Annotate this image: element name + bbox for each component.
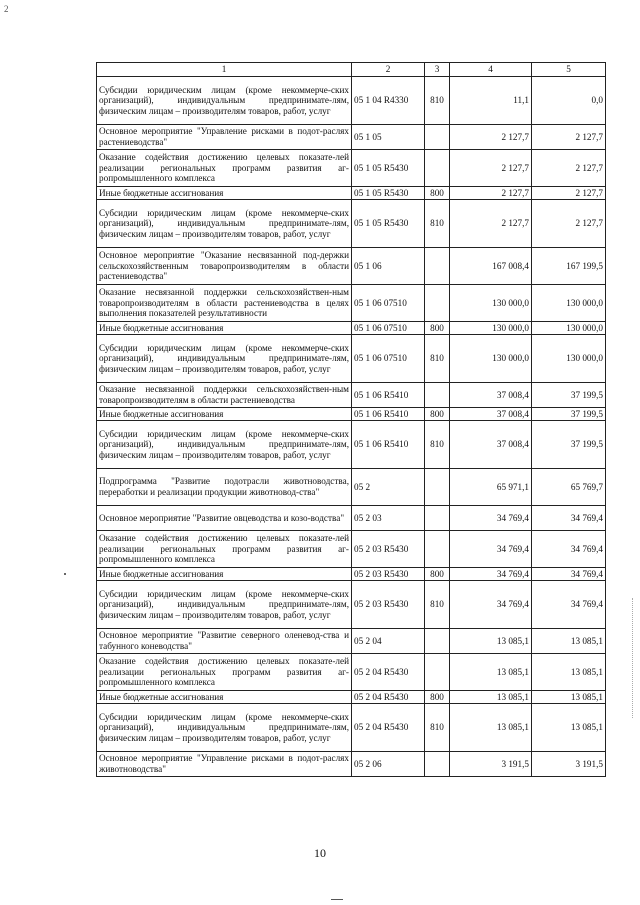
row-amount-col5-cell: 13 085,1 xyxy=(532,629,606,654)
row-code-cell: 05 2 04 R5430 xyxy=(352,654,425,691)
table-row xyxy=(97,150,606,187)
row-amount-col4-cell: 34 769,4 xyxy=(450,531,532,568)
row-code-cell: 05 2 03 R5430 xyxy=(352,568,425,581)
table-row xyxy=(97,125,606,150)
table-row xyxy=(97,383,606,408)
row-amount-col5-cell: 34 769,4 xyxy=(532,581,606,629)
row-amount-col4-cell: 65 971,1 xyxy=(450,469,532,506)
row-amount-col5-cell: 0,0 xyxy=(532,77,606,125)
row-amount-col5-cell: 37 199,5 xyxy=(532,383,606,408)
row-code-cell: 05 1 06 R5410 xyxy=(352,408,425,421)
row-code-cell: 05 2 03 xyxy=(352,506,425,531)
row-amount-col5-cell: 37 199,5 xyxy=(532,408,606,421)
row-amount-col4-cell: 167 008,4 xyxy=(450,248,532,285)
row-expense-type-cell xyxy=(425,469,450,506)
table-row xyxy=(97,752,606,777)
row-expense-type-cell xyxy=(425,506,450,531)
row-name-cell: Иные бюджетные ассигнования xyxy=(97,691,352,704)
row-expense-type-cell xyxy=(425,383,450,408)
row-code-cell: 05 2 xyxy=(352,469,425,506)
table-row xyxy=(97,581,606,629)
row-code-cell: 05 1 05 xyxy=(352,125,425,150)
row-amount-col5-cell: 2 127,7 xyxy=(532,125,606,150)
row-amount-col4-cell: 34 769,4 xyxy=(450,581,532,629)
row-code-cell: 05 1 06 07510 xyxy=(352,322,425,335)
header-col-5: 5 xyxy=(532,63,606,77)
row-amount-col4-cell: 3 191,5 xyxy=(450,752,532,777)
row-code-cell: 05 1 06 R5410 xyxy=(352,383,425,408)
row-amount-col4-cell: 2 127,7 xyxy=(450,187,532,200)
row-code-cell: 05 1 06 07510 xyxy=(352,285,425,322)
row-amount-col5-cell: 2 127,7 xyxy=(532,200,606,248)
budget-table-container xyxy=(96,62,605,777)
row-amount-col5-cell: 34 769,4 xyxy=(532,531,606,568)
row-name-cell: Субсидии юридическим лицам (кроме некоммерче-ских организаций), индивидуальным предпринимате-лям, физическим лицам – производителям товаров, работ, услуг xyxy=(97,704,352,752)
row-amount-col5-cell: 65 769,7 xyxy=(532,469,606,506)
row-amount-col4-cell: 34 769,4 xyxy=(450,568,532,581)
row-expense-type-cell: 800 xyxy=(425,322,450,335)
row-expense-type-cell xyxy=(425,125,450,150)
row-code-cell: 05 2 04 R5430 xyxy=(352,704,425,752)
budget-table xyxy=(96,62,606,777)
table-row xyxy=(97,531,606,568)
table-row xyxy=(97,77,606,125)
table-row xyxy=(97,285,606,322)
row-amount-col5-cell: 130 000,0 xyxy=(532,335,606,383)
row-expense-type-cell: 800 xyxy=(425,691,450,704)
row-name-cell: Оказание содействия достижению целевых показате-лей реализации региональных программ развития аг-ропромышленного комплекса xyxy=(97,150,352,187)
table-row xyxy=(97,322,606,335)
row-code-cell: 05 1 05 R5430 xyxy=(352,150,425,187)
row-expense-type-cell: 810 xyxy=(425,421,450,469)
row-name-cell: Основное мероприятие "Управление рисками в подот-раслях животноводства" xyxy=(97,752,352,777)
row-name-cell: Субсидии юридическим лицам (кроме некоммерче-ских организаций), индивидуальным предпринимате-лям, физическим лицам – производителям товаров, работ, услуг xyxy=(97,581,352,629)
row-expense-type-cell: 800 xyxy=(425,408,450,421)
row-amount-col4-cell: 34 769,4 xyxy=(450,506,532,531)
row-code-cell: 05 2 04 R5430 xyxy=(352,691,425,704)
table-body xyxy=(97,77,606,777)
row-amount-col4-cell: 130 000,0 xyxy=(450,335,532,383)
row-amount-col5-cell: 37 199,5 xyxy=(532,421,606,469)
row-expense-type-cell: 800 xyxy=(425,187,450,200)
row-expense-type-cell: 810 xyxy=(425,335,450,383)
table-row xyxy=(97,187,606,200)
row-amount-col5-cell: 130 000,0 xyxy=(532,322,606,335)
row-amount-col5-cell: 167 199,5 xyxy=(532,248,606,285)
row-name-cell: Субсидии юридическим лицам (кроме некоммерче-ских организаций), индивидуальным предпринимате-лям, физическим лицам – производителям товаров, работ, услуг xyxy=(97,421,352,469)
table-row xyxy=(97,469,606,506)
row-name-cell: Основное мероприятие "Развитие северного оленевод-ства и табунного коневодства" xyxy=(97,629,352,654)
row-name-cell: Оказание несвязанной поддержки сельскохозяйствен-ным товаропроизводителям в области растениеводства xyxy=(97,383,352,408)
row-code-cell: 05 2 03 R5430 xyxy=(352,531,425,568)
table-row xyxy=(97,248,606,285)
table-row xyxy=(97,421,606,469)
row-name-cell: Иные бюджетные ассигнования xyxy=(97,568,352,581)
table-row xyxy=(97,200,606,248)
table-row xyxy=(97,568,606,581)
page-corner-mark: 2 xyxy=(4,4,9,14)
row-amount-col4-cell: 13 085,1 xyxy=(450,691,532,704)
table-header-row xyxy=(97,63,606,77)
row-name-cell: Субсидии юридическим лицам (кроме некоммерче-ских организаций), индивидуальным предпринимате-лям, физическим лицам – производителям товаров, работ, услуг xyxy=(97,77,352,125)
row-amount-col5-cell: 130 000,0 xyxy=(532,285,606,322)
row-expense-type-cell xyxy=(425,752,450,777)
row-amount-col5-cell: 34 769,4 xyxy=(532,506,606,531)
row-amount-col4-cell: 37 008,4 xyxy=(450,421,532,469)
bottom-dash xyxy=(331,899,343,900)
row-amount-col4-cell: 2 127,7 xyxy=(450,125,532,150)
row-name-cell: Субсидии юридическим лицам (кроме некоммерче-ских организаций), индивидуальным предпринимате-лям, физическим лицам – производителям товаров, работ, услуг xyxy=(97,200,352,248)
row-amount-col4-cell: 130 000,0 xyxy=(450,285,532,322)
row-name-cell: Основное мероприятие "Оказание несвязанной под-держки сельскохозяйственным товаропроизводителям в области растениеводства" xyxy=(97,248,352,285)
scan-speck xyxy=(64,573,66,575)
row-name-cell: Субсидии юридическим лицам (кроме некоммерче-ских организаций), индивидуальным предпринимате-лям, физическим лицам – производителям товаров, работ, услуг xyxy=(97,335,352,383)
row-amount-col4-cell: 2 127,7 xyxy=(450,200,532,248)
row-name-cell: Основное мероприятие "Развитие овцеводства и козо-водства" xyxy=(97,506,352,531)
table-row xyxy=(97,654,606,691)
row-name-cell: Оказание несвязанной поддержки сельскохозяйствен-ным товаропроизводителям в области растениеводства в целях выполнения показателей результативности xyxy=(97,285,352,322)
row-code-cell: 05 2 04 xyxy=(352,629,425,654)
row-code-cell: 05 2 06 xyxy=(352,752,425,777)
row-expense-type-cell: 810 xyxy=(425,704,450,752)
row-code-cell: 05 1 06 07510 xyxy=(352,335,425,383)
row-expense-type-cell xyxy=(425,629,450,654)
row-amount-col5-cell: 3 191,5 xyxy=(532,752,606,777)
row-code-cell: 05 1 06 xyxy=(352,248,425,285)
row-expense-type-cell xyxy=(425,285,450,322)
header-col-1: 1 xyxy=(97,63,352,77)
row-amount-col4-cell: 37 008,4 xyxy=(450,383,532,408)
row-name-cell: Иные бюджетные ассигнования xyxy=(97,187,352,200)
table-row xyxy=(97,704,606,752)
row-amount-col5-cell: 13 085,1 xyxy=(532,654,606,691)
row-amount-col4-cell: 37 008,4 xyxy=(450,408,532,421)
row-name-cell: Иные бюджетные ассигнования xyxy=(97,408,352,421)
row-code-cell: 05 1 04 R4330 xyxy=(352,77,425,125)
table-row xyxy=(97,506,606,531)
row-code-cell: 05 1 05 R5430 xyxy=(352,200,425,248)
row-name-cell: Основное мероприятие "Управление рисками в подот-раслях растениеводства" xyxy=(97,125,352,150)
row-name-cell: Иные бюджетные ассигнования xyxy=(97,322,352,335)
row-name-cell: Подпрограмма "Развитие подотрасли животноводства, переработки и реализации продукции животновод-ства" xyxy=(97,469,352,506)
row-amount-col4-cell: 13 085,1 xyxy=(450,704,532,752)
row-amount-col4-cell: 13 085,1 xyxy=(450,654,532,691)
row-code-cell: 05 2 03 R5430 xyxy=(352,581,425,629)
row-expense-type-cell: 810 xyxy=(425,77,450,125)
row-expense-type-cell xyxy=(425,150,450,187)
row-amount-col4-cell: 130 000,0 xyxy=(450,322,532,335)
table-row xyxy=(97,629,606,654)
page-number: 10 xyxy=(314,846,326,860)
row-code-cell: 05 1 06 R5410 xyxy=(352,421,425,469)
scan-edge-mark xyxy=(632,598,634,718)
table-row xyxy=(97,408,606,421)
row-amount-col5-cell: 13 085,1 xyxy=(532,691,606,704)
header-col-4: 4 xyxy=(450,63,532,77)
row-amount-col5-cell: 34 769,4 xyxy=(532,568,606,581)
row-amount-col5-cell: 2 127,7 xyxy=(532,187,606,200)
row-name-cell: Оказание содействия достижению целевых показате-лей реализации региональных программ развития аг-ропромышленного комплекса xyxy=(97,654,352,691)
header-col-3: 3 xyxy=(425,63,450,77)
row-expense-type-cell: 810 xyxy=(425,200,450,248)
row-amount-col4-cell: 13 085,1 xyxy=(450,629,532,654)
row-code-cell: 05 1 05 R5430 xyxy=(352,187,425,200)
row-expense-type-cell xyxy=(425,248,450,285)
header-col-2: 2 xyxy=(352,63,425,77)
row-amount-col5-cell: 2 127,7 xyxy=(532,150,606,187)
row-expense-type-cell: 810 xyxy=(425,581,450,629)
row-name-cell: Оказание содействия достижению целевых показате-лей реализации региональных программ развития аг-ропромышленного комплекса xyxy=(97,531,352,568)
table-row xyxy=(97,335,606,383)
row-amount-col4-cell: 11,1 xyxy=(450,77,532,125)
table-row xyxy=(97,691,606,704)
row-expense-type-cell xyxy=(425,654,450,691)
row-amount-col4-cell: 2 127,7 xyxy=(450,150,532,187)
row-expense-type-cell xyxy=(425,531,450,568)
row-amount-col5-cell: 13 085,1 xyxy=(532,704,606,752)
row-expense-type-cell: 800 xyxy=(425,568,450,581)
